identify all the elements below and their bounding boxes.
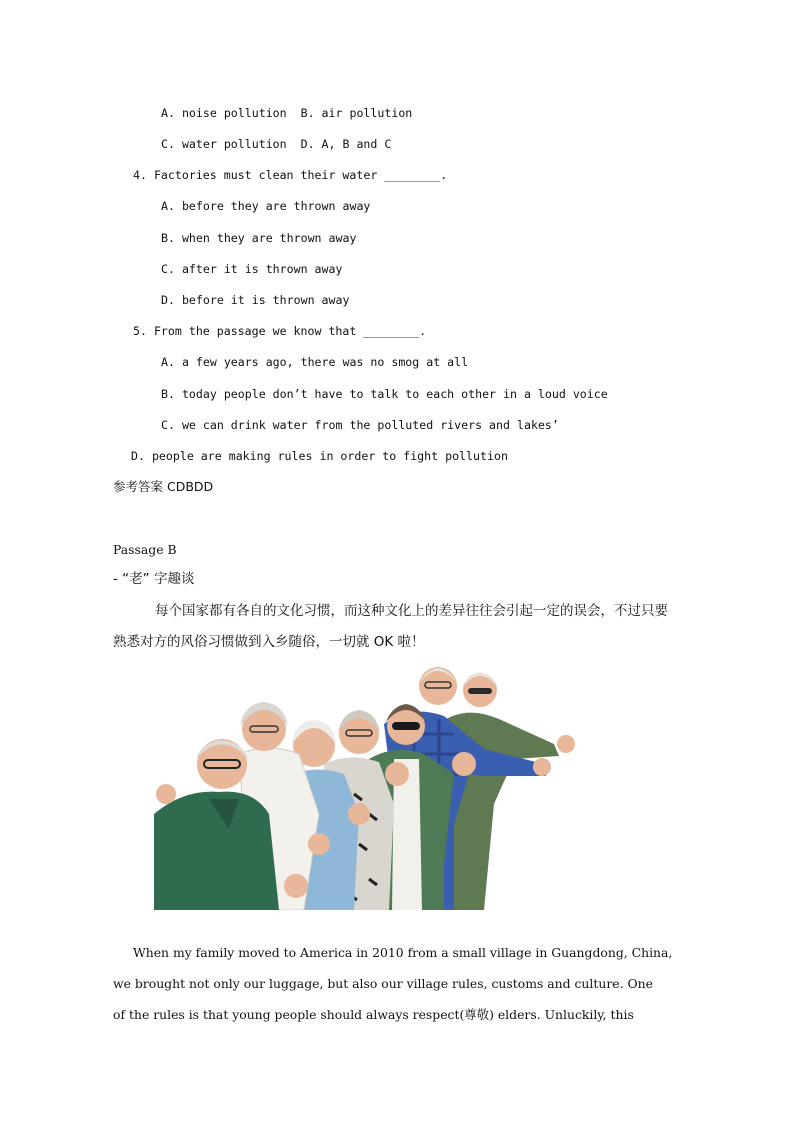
question-5-option-b: B. today people don’t have to talk to each other in a loud voice — [161, 387, 608, 401]
question-5-option-c: C. we can drink water from the polluted rivers and lakes’ — [161, 418, 559, 432]
question-4-option-c: C. after it is thrown away — [161, 262, 343, 276]
passage-subtitle: - “老” 字趣谈 — [113, 571, 195, 587]
question-4-option-d: D. before it is thrown away — [161, 293, 350, 307]
question-5-stem: 5. From the passage we know that ________. — [133, 324, 427, 338]
body-line-2: we brought not only our luggage, but also our village rules, customs and culture. One — [113, 976, 653, 991]
q3-options-line-2: C. water pollution D. A, B and C — [161, 137, 392, 151]
question-4-option-a: A. before they are thrown away — [161, 199, 371, 213]
question-4-option-b: B. when they are thrown away — [161, 231, 357, 245]
intro-line-1: 每个国家都有各自的文化习惯，而这种文化上的差异往往会引起一定的误会，不过只要 — [155, 603, 668, 619]
body-line-3: of the rules is that young people should always respect(尊敬) elders. Unluckily, this — [113, 1007, 634, 1022]
passage-title: Passage B — [113, 542, 177, 557]
question-5-option-a: A. a few years ago, there was no smog at all — [161, 355, 469, 369]
question-4-stem: 4. Factories must clean their water ________. — [133, 168, 448, 182]
question-5-option-d: D. people are making rules in order to fight pollution — [131, 449, 508, 463]
intro-line-2: 熟悉对方的风俗习惯做到入乡随俗，一切就 OK 啦！ — [113, 634, 425, 650]
body-line-1-text: When my family moved to America in 2010 from a small village in Guangdong, China, — [133, 945, 673, 960]
body-line-1 — [113, 937, 681, 968]
elderly-group-photo — [154, 664, 582, 910]
q3-options-line-1: A. noise pollution B. air pollution — [161, 106, 413, 120]
answer-key: 参考答案 CDBDD — [113, 479, 214, 494]
